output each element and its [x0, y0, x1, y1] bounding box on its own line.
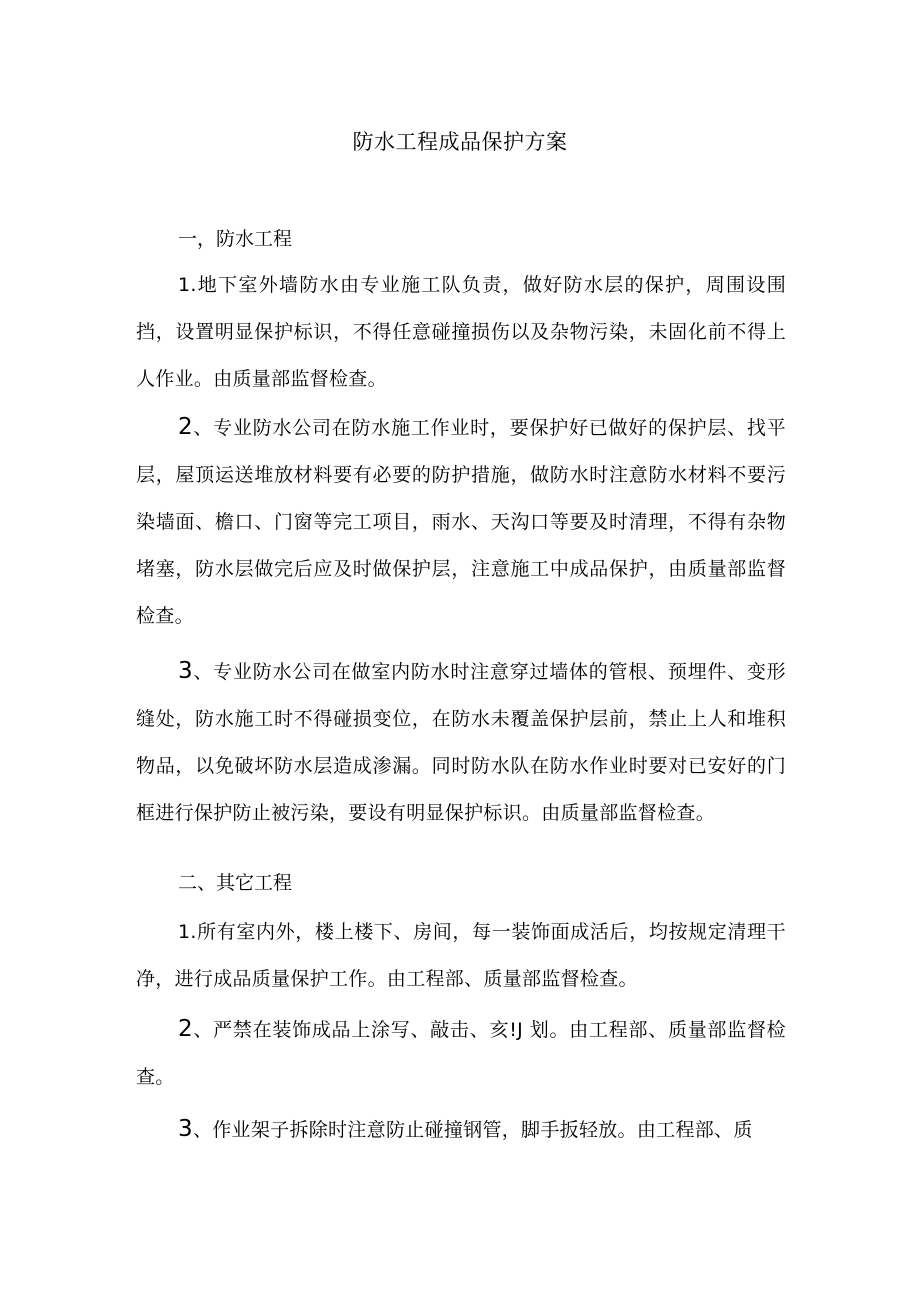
paragraph-number: 2 [178, 414, 193, 440]
paragraph-text: 所有室内外，楼上楼下、房间，每一装饰面成活后，均按规定清理干净，进行成品质量保护工作。由工程部、质量部监督检查。 [136, 921, 786, 990]
paragraph-1-3 [136, 648, 786, 837]
paragraph-number: 3 [178, 1116, 193, 1142]
section-heading-other-works: 二、其它工程 [178, 872, 293, 894]
paragraph-2-3 [136, 1106, 786, 1154]
paragraph-1-1 [136, 262, 786, 403]
paragraph-text: 、专业防水公司在防水施工作业时，要保护好已做好的保护层、找平层，屋顶运送堆放材料要有必要的防护措施，做防水时注意防水材料不要污染墙面、檐口、门窗等完工项目，雨水、天沟口等要及时清理，不得有杂物堵塞，防水层做完后应及时做保护层，注意施工中成品保护，由质量部监督检查。 [136, 417, 786, 627]
paragraph-text: 、严禁在装饰成品上涂写、敲击、亥!J 划。由工程部、质量部监督检查。 [136, 1019, 786, 1088]
paragraph-text: 地下室外墙防水由专业施工队负责，做好防水层的保护，周围设围挡，设置明显保护标识，不得任意碰撞损伤以及杂物污染，未固化前不得上人作业。由质量部监督检查。 [136, 274, 786, 390]
paragraph-2-1 [136, 909, 786, 1003]
paragraph-text: 、专业防水公司在做室内防水时注意穿过墙体的管根、预埋件、变形缝处，防水施工时不得碰损变位，在防水未覆盖保护层前，禁止上人和堆积物品，以免破坏防水层造成渗漏。同时防水队在防水作业时要对已安好的门框进行保护防止被污染，要设有明显保护标识。由质量部监督检查。 [136, 661, 786, 824]
paragraph-number: 3 [178, 658, 193, 684]
section-heading-waterproofing: 一，防水工程 [178, 228, 293, 250]
paragraph-text: 、作业架子拆除时注意防止碰撞钢管，脚手扳轻放。由工程部、质 [192, 1119, 753, 1141]
paragraph-2-2 [136, 1006, 786, 1101]
paragraph-number: 1. [178, 921, 197, 943]
paragraph-number: 2 [178, 1016, 193, 1042]
paragraph-1-2 [136, 404, 786, 640]
paragraph-number: 1. [178, 274, 197, 296]
document-title: 防水工程成品保护方案 [352, 130, 568, 154]
